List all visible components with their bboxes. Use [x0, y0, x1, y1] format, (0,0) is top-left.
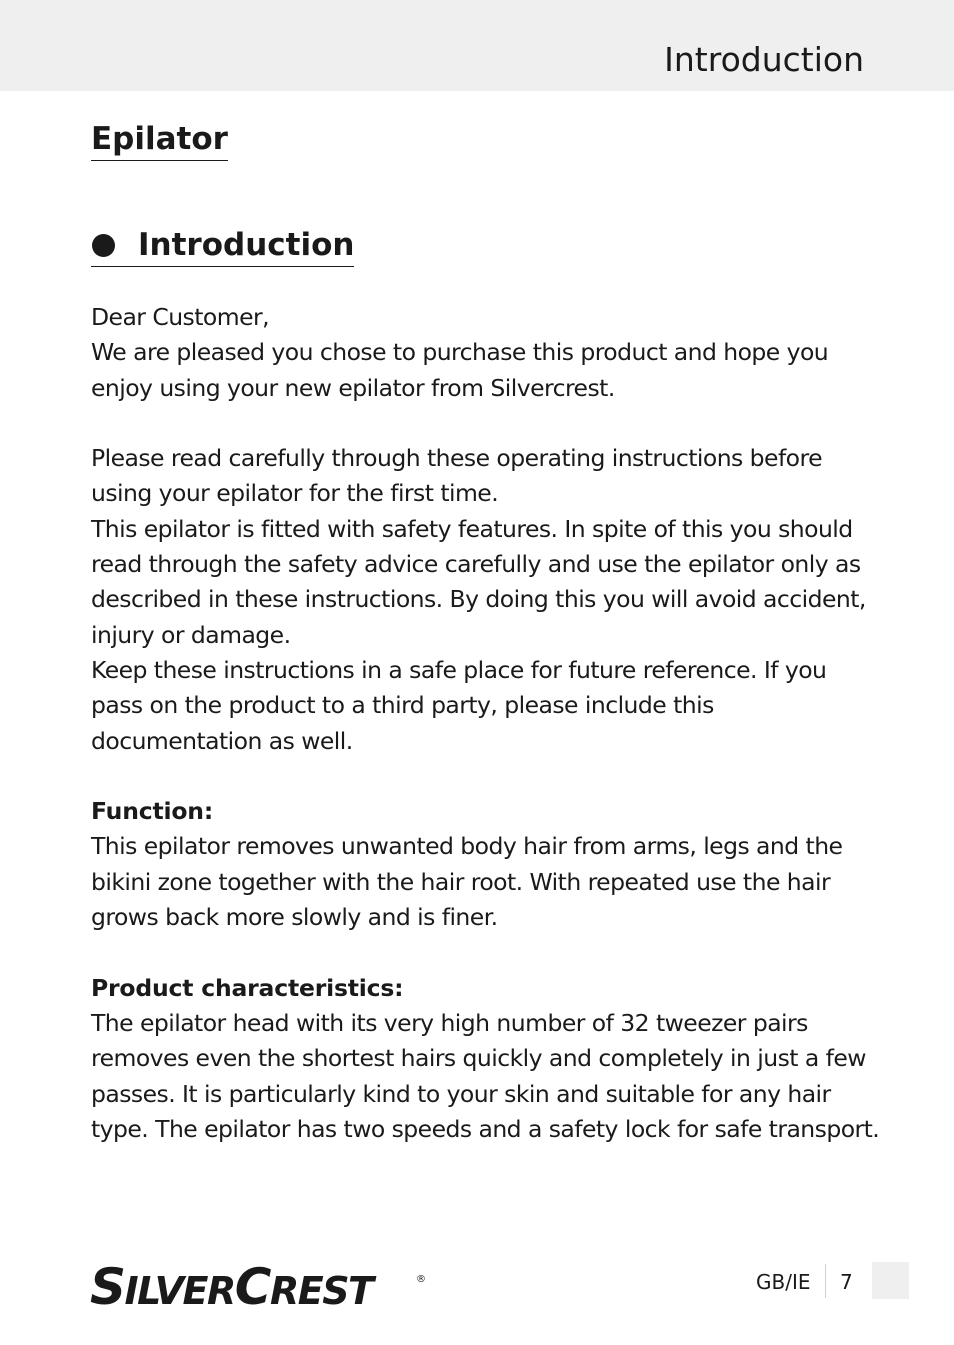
svg-text:®: ® [416, 1274, 426, 1285]
bullet-dot-icon [92, 234, 115, 257]
body-text [91, 300, 881, 1147]
paragraph-keep-instructions: Keep these instructions in a safe place for future reference. If you pass on the product to a third party, please include this documentation as well. [91, 655, 827, 755]
footer-divider [825, 1264, 826, 1298]
document-title: Epilator [91, 118, 228, 161]
footer-tab-marker [872, 1262, 909, 1299]
footer-region: GB/IE [756, 1270, 811, 1294]
silvercrest-logo [90, 1258, 430, 1314]
characteristics-heading: Product characteristics: [91, 973, 404, 1002]
svg-text:SILVERCREST: SILVERCREST [90, 1258, 373, 1310]
section-heading-text: Introduction [138, 227, 355, 263]
function-text: This epilator removes unwanted body hair from arms, legs and the bikini zone together with the hair root. With repeated use the hair grows back more slowly and is finer. [91, 832, 843, 932]
function-heading: Function: [91, 797, 214, 826]
page-number: 7 [840, 1270, 853, 1294]
paragraph-safety: This epilator is fitted with safety features. In spite of this you should read through the safety advice carefully and use the epilator only as described in these instructions. By doing this you will avoid accident, injury or damage. [91, 514, 866, 649]
paragraph-read-instructions: Please read carefully through these operating instructions before using your epilator for the first time. [91, 444, 822, 508]
characteristics-text: The epilator head with its very high number of 32 tweezer pairs removes even the shortest hairs quickly and completely in just a few passes. It is particularly kind to your skin and suitable for any hair type. The epilator has two speeds and a safety lock for safe transport. [91, 1008, 880, 1143]
salutation: Dear Customer, [91, 303, 270, 331]
paragraph-welcome: We are pleased you chose to purchase this product and hope you enjoy using your new epilator from Silvercrest. [91, 338, 829, 402]
section-heading [91, 224, 354, 267]
running-header-title: Introduction [664, 40, 864, 79]
